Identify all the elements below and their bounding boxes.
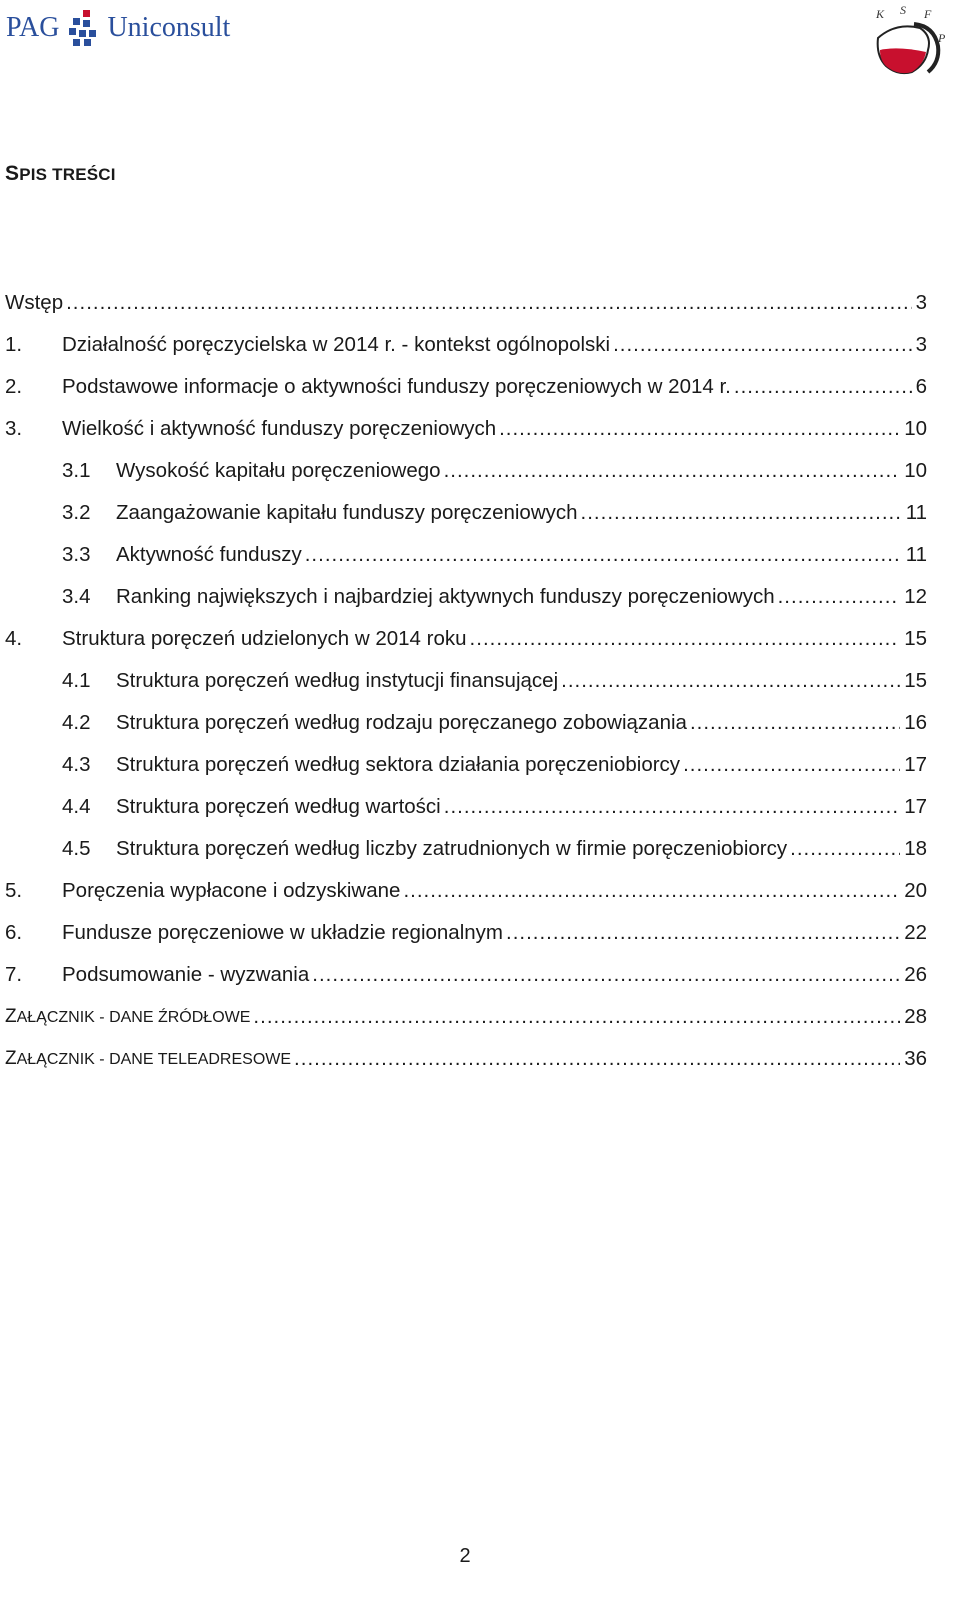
toc-appendix-title — [5, 1048, 294, 1070]
toc-entry[interactable] — [5, 954, 927, 996]
toc-dot-leader — [581, 501, 902, 525]
toc-entry[interactable] — [5, 324, 927, 366]
toc-dot-leader — [499, 417, 900, 441]
toc-entry-title: Struktura poręczeń według sektora działania poręczeniobiorcy — [116, 753, 683, 777]
toc-entry-number: 6. — [5, 921, 23, 944]
toc-entry-page: 15 — [900, 669, 927, 693]
toc-entry-title: Podstawowe informacje o aktywności funduszy poręczeniowych w 2014 r. — [62, 375, 734, 399]
toc-entry-number: 1. — [5, 333, 23, 356]
appendix-title-part: AŁĄCZNIK — [16, 1051, 95, 1068]
toc-entry-page: 16 — [900, 711, 927, 735]
toc-entry-title: Aktywność funduszy — [116, 543, 305, 567]
toc-entry-title: Poręczenia wypłacone i odzyskiwane — [62, 879, 403, 903]
toc-entry-number: 4.1 — [62, 669, 91, 692]
appendix-title-part: Z — [5, 1048, 17, 1069]
toc-entry[interactable] — [5, 702, 927, 744]
toc-entry-number: 4.2 — [62, 711, 91, 734]
toc-entry-number: 4.3 — [62, 753, 91, 776]
toc-entry[interactable] — [5, 492, 927, 534]
table-of-contents — [5, 282, 927, 1080]
toc-entry-number: 4. — [5, 627, 23, 650]
toc-entry-number: 4.5 — [62, 837, 91, 860]
toc-dot-leader — [470, 627, 901, 651]
toc-entry-title: Struktura poręczeń według liczby zatrudnionych w firmie poręczeniobiorcy — [116, 837, 790, 861]
toc-entry-title: Wysokość kapitału poręczeniowego — [116, 459, 444, 483]
page-title-rest: PIS TREŚCI — [19, 165, 116, 184]
toc-entry-number: 3.1 — [62, 459, 91, 482]
toc-entry-page: 3 — [912, 291, 927, 315]
logo-dots-icon — [67, 8, 97, 48]
toc-entry[interactable] — [5, 576, 927, 618]
page-title-initial: S — [5, 162, 20, 185]
toc-entry-page: 26 — [900, 963, 927, 987]
toc-entry-title: Struktura poręczeń według instytucji finansującej — [116, 669, 561, 693]
toc-entry-title: Struktura poręczeń według wartości — [116, 795, 444, 819]
toc-entry-page: 10 — [900, 459, 927, 483]
toc-dot-leader — [561, 669, 900, 693]
toc-entry-page: 11 — [902, 543, 927, 567]
toc-entry-number: 3.2 — [62, 501, 91, 524]
logo-text-pag: PAG — [6, 12, 60, 43]
toc-entry[interactable] — [5, 450, 927, 492]
ksfp-logo — [868, 2, 952, 84]
toc-dot-leader — [253, 1005, 900, 1029]
toc-entry-number: 3.3 — [62, 543, 91, 566]
toc-entry-title: Wielkość i aktywność funduszy poręczeniowych — [62, 417, 499, 441]
appendix-title-part: Z — [5, 1006, 17, 1027]
toc-entry[interactable] — [5, 618, 927, 660]
logo-letter-p: P — [938, 31, 946, 45]
toc-entry-page: 22 — [900, 921, 927, 945]
toc-entry-number: 3.4 — [62, 585, 91, 608]
toc-entry-page: 6 — [912, 375, 927, 399]
toc-dot-leader — [683, 753, 900, 777]
toc-entry-title: Działalność poręczycielska w 2014 r. - kontekst ogólnopolski — [62, 333, 613, 357]
toc-entry-page: 28 — [900, 1005, 927, 1029]
toc-appendix-entry[interactable] — [5, 996, 927, 1038]
toc-entry[interactable] — [5, 912, 927, 954]
toc-entry-number: 5. — [5, 879, 23, 902]
toc-dot-leader — [294, 1047, 900, 1071]
toc-entry-page: 12 — [900, 585, 927, 609]
toc-dot-leader — [778, 585, 901, 609]
toc-entry[interactable] — [5, 828, 927, 870]
toc-entry-page: 17 — [900, 753, 927, 777]
toc-dot-leader — [444, 795, 900, 819]
toc-entry-number: 4.4 — [62, 795, 91, 818]
toc-dot-leader — [305, 543, 902, 567]
toc-entry-page: 18 — [900, 837, 927, 861]
toc-appendix-entry[interactable] — [5, 1038, 927, 1080]
toc-entry[interactable] — [5, 408, 927, 450]
toc-dot-leader — [444, 459, 901, 483]
toc-entry[interactable] — [5, 744, 927, 786]
toc-dot-leader — [613, 333, 912, 357]
toc-entry-page: 36 — [900, 1047, 927, 1071]
toc-dot-leader — [734, 375, 912, 399]
toc-entry[interactable] — [5, 282, 927, 324]
toc-entry-title: Ranking największych i najbardziej aktywnych funduszy poręczeniowych — [116, 585, 778, 609]
toc-entry-page: 10 — [900, 417, 927, 441]
toc-entry[interactable] — [5, 366, 927, 408]
toc-entry-title: Fundusze poręczeniowe w układzie regionalnym — [62, 921, 506, 945]
toc-dot-leader — [690, 711, 900, 735]
appendix-title-part: DANE TELEADRESOWE — [109, 1051, 292, 1068]
appendix-title-part: - — [94, 1051, 110, 1068]
appendix-title-part: - — [94, 1009, 110, 1026]
toc-entry-number: 7. — [5, 963, 23, 986]
logo-letter-k: K — [876, 7, 885, 21]
toc-entry[interactable] — [5, 534, 927, 576]
toc-entry-page: 15 — [900, 627, 927, 651]
toc-entry-page: 3 — [912, 333, 927, 357]
toc-entry[interactable] — [5, 786, 927, 828]
toc-entry-page: 20 — [900, 879, 927, 903]
toc-entry-title: Podsumowanie - wyzwania — [62, 963, 312, 987]
logo-letter-s: S — [900, 3, 906, 17]
toc-entry-page: 17 — [900, 795, 927, 819]
page-number: 2 — [459, 1545, 471, 1567]
toc-dot-leader — [790, 837, 900, 861]
toc-dot-leader — [66, 291, 911, 315]
page-title — [5, 162, 116, 186]
appendix-title-part: DANE ŹRÓDŁOWE — [109, 1009, 251, 1026]
toc-entry-number: 3. — [5, 417, 23, 440]
toc-dot-leader — [403, 879, 900, 903]
toc-entry[interactable] — [5, 870, 927, 912]
toc-entry-number: 2. — [5, 375, 23, 398]
toc-dot-leader — [312, 963, 900, 987]
toc-entry-title: Struktura poręczeń udzielonych w 2014 roku — [62, 627, 470, 651]
appendix-title-part: AŁĄCZNIK — [16, 1009, 95, 1026]
toc-entry-title: Wstęp — [5, 291, 66, 315]
toc-appendix-title — [5, 1006, 253, 1028]
toc-entry[interactable] — [5, 660, 927, 702]
toc-dot-leader — [506, 921, 900, 945]
toc-entry-title: Struktura poręczeń według rodzaju poręczanego zobowiązania — [116, 711, 690, 735]
pag-uniconsult-logo — [6, 2, 230, 54]
toc-entry-title: Zaangażowanie kapitału funduszy poręczeniowych — [116, 501, 581, 525]
logo-letter-f: F — [924, 7, 932, 21]
toc-entry-page: 11 — [902, 501, 927, 525]
logo-text-uniconsult: Uniconsult — [107, 12, 231, 43]
